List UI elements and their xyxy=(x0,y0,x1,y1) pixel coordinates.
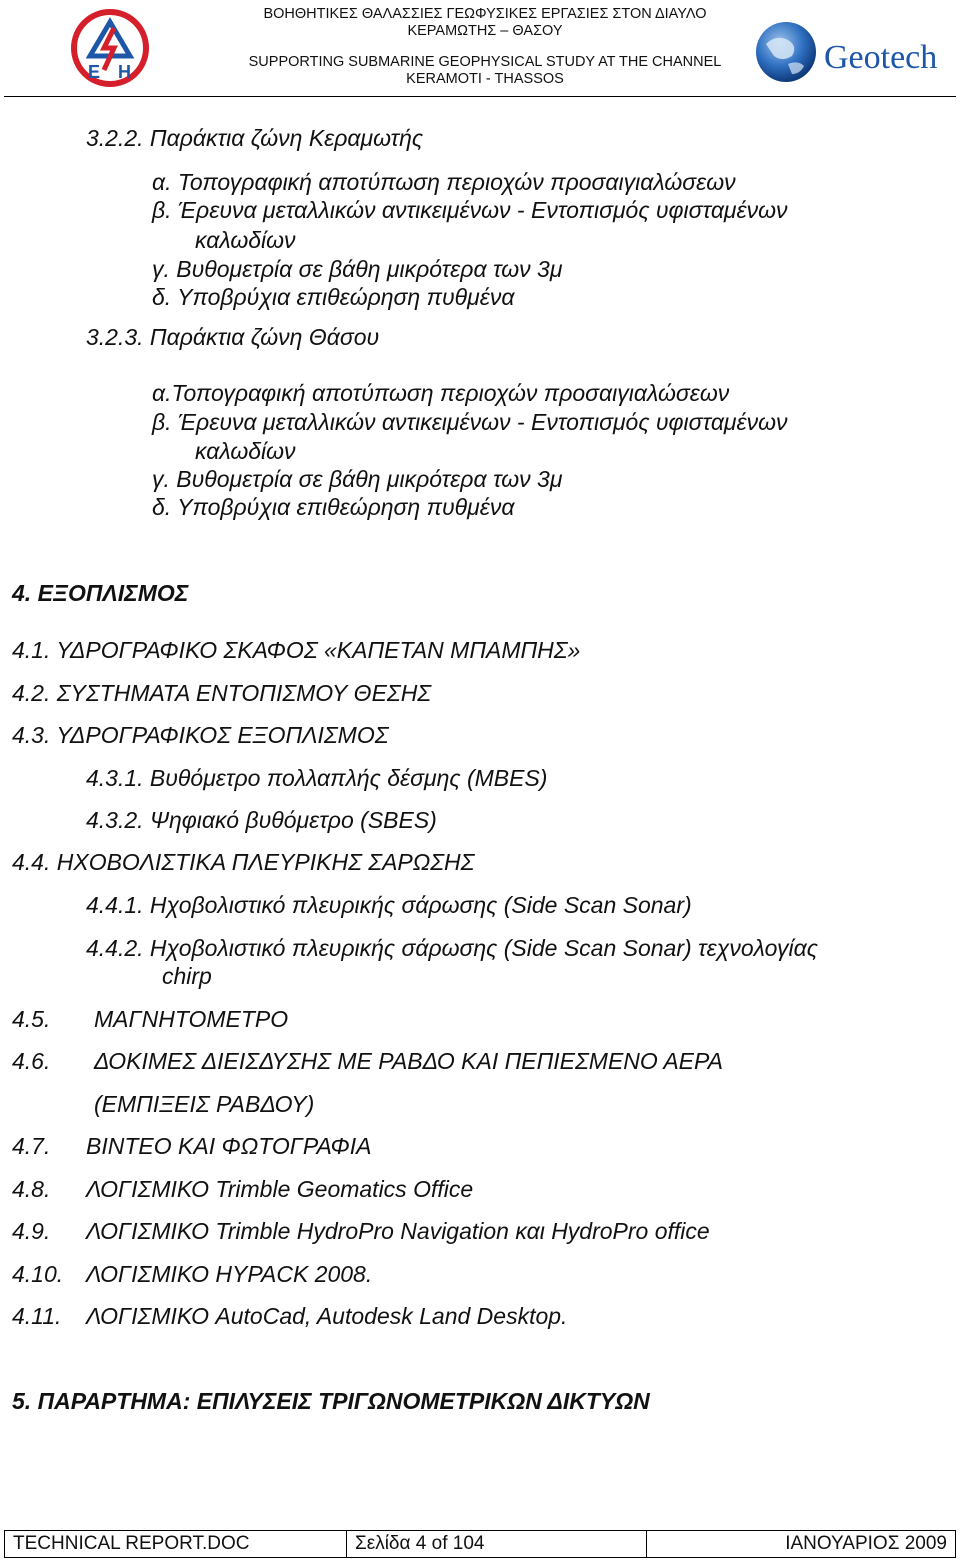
header-title-en-1: SUPPORTING SUBMARINE GEOPHYSICAL STUDY AT THE CHANNEL xyxy=(248,54,722,70)
header-title-gr-1: ΒΟΗΘΗΤΙΚΕΣ ΘΑΛΑΣΣΙΕΣ ΓΕΩΦΥΣΙΚΕΣ ΕΡΓΑΣΙΕΣ ΣΤΟΝ ΔΙΑΥΛΟ xyxy=(263,6,707,22)
list-item: καλωδίων xyxy=(195,438,296,464)
section-4-4-2: 4.4.2. Ηχοβολιστικό πλευρικής σάρωσης (Side Scan Sonar) τεχνολογίας xyxy=(86,935,818,961)
section-title: ΜΑΓΝΗΤΟΜΕΤΡΟ xyxy=(94,1006,289,1032)
section-title: ΛΟΓΙΣΜΙΚΟ HYPACK 2008. xyxy=(86,1261,373,1287)
section-3-2-2-heading: 3.2.2. Παράκτια ζώνη Κεραμωτής xyxy=(86,125,424,151)
dei-logo xyxy=(70,8,150,88)
section-4-3: 4.3. ΥΔΡΟΓΡΑΦΙΚΟΣ ΕΞΟΠΛΙΣΜΟΣ xyxy=(12,722,389,748)
section-num: 4.7. xyxy=(12,1133,51,1159)
page-footer xyxy=(4,1530,956,1558)
section-4-3-2: 4.3.2. Ψηφιακό βυθόμετρο (SBES) xyxy=(86,807,437,833)
list-item: γ. Βυθομετρία σε βάθη μικρότερα των 3μ xyxy=(152,256,563,282)
section-num: 4.5. xyxy=(12,1006,51,1032)
list-item: δ. Υποβρύχια επιθεώρηση πυθμένα xyxy=(152,284,515,310)
list-item: α. Τοπογραφική αποτύπωση περιοχών προσαιγιαλώσεων xyxy=(152,169,736,195)
section-4-heading: 4. ΕΞΟΠΛΙΣΜΟΣ xyxy=(12,580,189,606)
list-item: δ. Υποβρύχια επιθεώρηση πυθμένα xyxy=(152,494,515,520)
svg-text:Geotech: Geotech xyxy=(824,39,938,76)
section-num: 4.6. xyxy=(12,1048,51,1074)
section-4-4-2-cont: chirp xyxy=(162,963,212,989)
section-4-1: 4.1. ΥΔΡΟΓΡΑΦΙΚΟ ΣΚΑΦΟΣ «ΚΑΠΕΤΑΝ ΜΠΑΜΠΗΣ» xyxy=(12,637,581,663)
footer-page-number: Σελίδα 4 of 104 xyxy=(347,1531,647,1557)
list-item: καλωδίων xyxy=(195,227,296,253)
header-title-gr-2: ΚΕΡΑΜΩΤΗΣ – ΘΑΣΟΥ xyxy=(407,23,563,39)
header-title-en-2: KERAMOTI - THASSOS xyxy=(406,71,564,87)
svg-text:E: E xyxy=(88,62,101,82)
section-title: ΛΟΓΙΣΜΙΚΟ Trimble HydroPro Navigation και HydroPro office xyxy=(86,1218,710,1244)
section-4-4: 4.4. ΗΧΟΒΟΛΙΣΤΙΚΑ ΠΛΕΥΡΙΚΗΣ ΣΑΡΩΣΗΣ xyxy=(12,849,475,875)
section-num: 4.9. xyxy=(12,1218,51,1244)
list-item: γ. Βυθομετρία σε βάθη μικρότερα των 3μ xyxy=(152,466,563,492)
section-title: ΒΙΝΤΕΟ ΚΑΙ ΦΩΤΟΓΡΑΦΙΑ xyxy=(86,1133,372,1159)
section-title-cont: (ΕΜΠΙΞΕΙΣ ΡΑΒΔΟΥ) xyxy=(94,1091,315,1117)
section-num: 4.10. xyxy=(12,1261,64,1287)
section-4-2: 4.2. ΣΥΣΤΗΜΑΤΑ ΕΝΤΟΠΙΣΜΟΥ ΘΕΣΗΣ xyxy=(12,680,432,706)
list-item: β. Έρευνα μεταλλικών αντικειμένων - Εντοπισμός υφισταμένων xyxy=(152,197,788,223)
section-5-heading: 5. ΠΑΡΑΡΤΗΜΑ: ΕΠΙΛΥΣΕΙΣ ΤΡΙΓΩΝΟΜΕΤΡΙΚΩΝ ΔΙΚΤΥΩΝ xyxy=(12,1388,650,1414)
footer-date: ΙΑΝΟΥΑΡΙΟΣ 2009 xyxy=(785,1533,947,1554)
list-item: β. Έρευνα μεταλλικών αντικειμένων - Εντοπισμός υφισταμένων xyxy=(152,409,788,435)
section-title: ΛΟΓΙΣΜΙΚΟ Trimble Geomatics Office xyxy=(86,1176,474,1202)
list-item: α.Τοπογραφική αποτύπωση περιοχών προσαιγιαλώσεων xyxy=(152,380,730,406)
header-rule xyxy=(4,96,956,97)
section-4-3-1: 4.3.1. Βυθόμετρο πολλαπλής δέσμης (MBES) xyxy=(86,765,548,791)
section-title: ΔΟΚΙΜΕΣ ΔΙΕΙΣΔΥΣΗΣ ΜΕ ΡΑΒΔΟ ΚΑΙ ΠΕΠΙΕΣΜΕΝΟ ΑΕΡΑ xyxy=(94,1048,723,1074)
section-num: 4.11. xyxy=(12,1303,62,1329)
footer-filename: TECHNICAL REPORT.DOC xyxy=(5,1531,347,1557)
section-4-4-1: 4.4.1. Ηχοβολιστικό πλευρικής σάρωσης (Side Scan Sonar) xyxy=(86,892,692,918)
geotech-logo xyxy=(752,16,952,88)
section-3-2-3-heading: 3.2.3. Παράκτια ζώνη Θάσου xyxy=(86,324,380,350)
section-title: ΛΟΓΙΣΜΙΚΟ AutoCad, Autodesk Land Desktop. xyxy=(86,1303,568,1329)
section-num: 4.8. xyxy=(12,1176,51,1202)
svg-text:H: H xyxy=(118,62,131,82)
